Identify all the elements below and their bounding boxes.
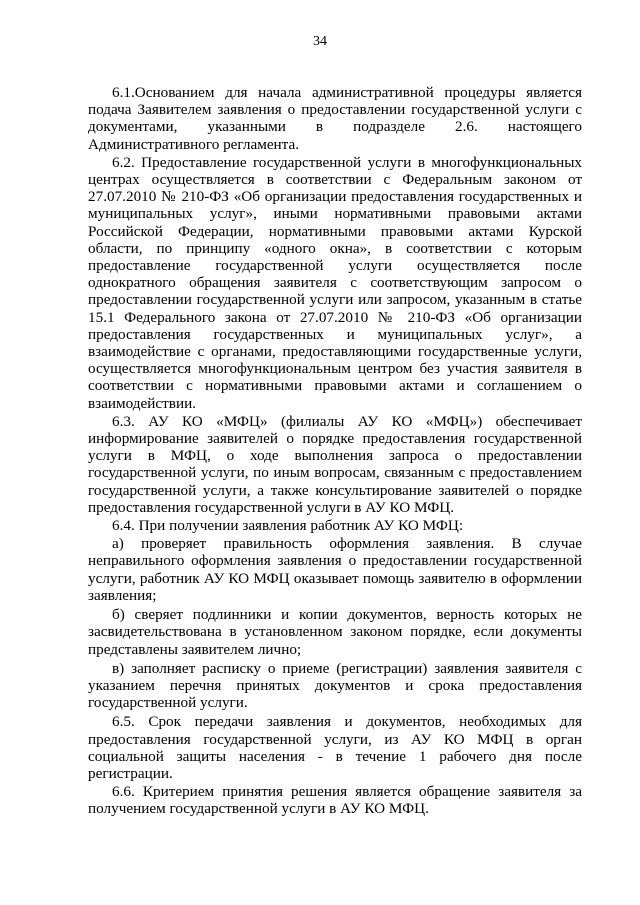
paragraph-6-4-c: в) заполняет расписку о приеме (регистрации) заявления заявителя с указанием перечня принятых документов и срока предоставления государственной услуги. xyxy=(88,659,582,712)
paragraph-6-5: 6.5. Срок передачи заявления и документов, необходимых для предоставления государственной услуги, из АУ КО МФЦ в орган социальной защиты населения - в течение 1 рабочего дня после регистрации. xyxy=(88,713,582,782)
paragraph-6-4: 6.4. При получении заявления работник АУ КО МФЦ: xyxy=(112,517,464,535)
paragraph-6-3: 6.3. АУ КО «МФЦ» (филиалы АУ КО «МФЦ») обеспечивает информирование заявителей о порядке предоставления государственной услуги в МФЦ, о ходе выполнения запроса о предоставлении государственной услуги, по иным вопросам, связанным с предоставлением государственной услуги, а также консультирование заявителей о порядке предоставления государственной услуги в АУ КО МФЦ. xyxy=(88,412,582,516)
paragraph-6-1: 6.1.Основанием для начала административной процедуры является подача Заявителем заявления о предоставлении государственной услуги с документами, указанными в подразделе 2.6. настоящего Административного регламента. xyxy=(88,84,582,153)
page-number: 34 xyxy=(313,34,327,49)
paragraph-6-2: 6.2. Предоставление государственной услуги в многофункциональных центрах осуществляется в соответствии с Федеральным законом от 27.07.2010 № 210-ФЗ «Об организации предоставления государственных и муниципальных услуг», иными нормативными правовыми актами Российской Федерации, нормативными правовыми актами Курской области, по принципу «одного окна», в соответствии с которым предоставление государственной услуги осуществляется после однократного обращения заявителя с соответствующим запросом о предоставлении государственной услуги или запросом, указанным в статье 15.1 Федерального закона от 27.07.2010 № 210-ФЗ «Об организации предоставления государственных и муниципальных услуг», а взаимодействие с органами, предоставляющими государственные услуги, осуществляется многофункциональным центром без участия заявителя в соответствии с нормативными правовыми актами и соглашением о взаимодействии. xyxy=(88,153,582,412)
paragraph-6-6: 6.6. Критерием принятия решения является обращение заявителя за получением государственной услуги в АУ КО МФЦ. xyxy=(88,783,582,818)
paragraph-6-4-b: б) сверяет подлинники и копии документов, верность которых не засвидетельствована в установленном законом порядке, если документы представлены заявителем лично; xyxy=(88,606,582,658)
paragraph-6-4-a: а) проверяет правильность оформления заявления. В случае неправильного оформления заявления о предоставлении государственной услуги, работник АУ КО МФЦ оказывает помощь заявителю в оформлении заявления; xyxy=(88,535,582,604)
document-body xyxy=(88,84,582,819)
